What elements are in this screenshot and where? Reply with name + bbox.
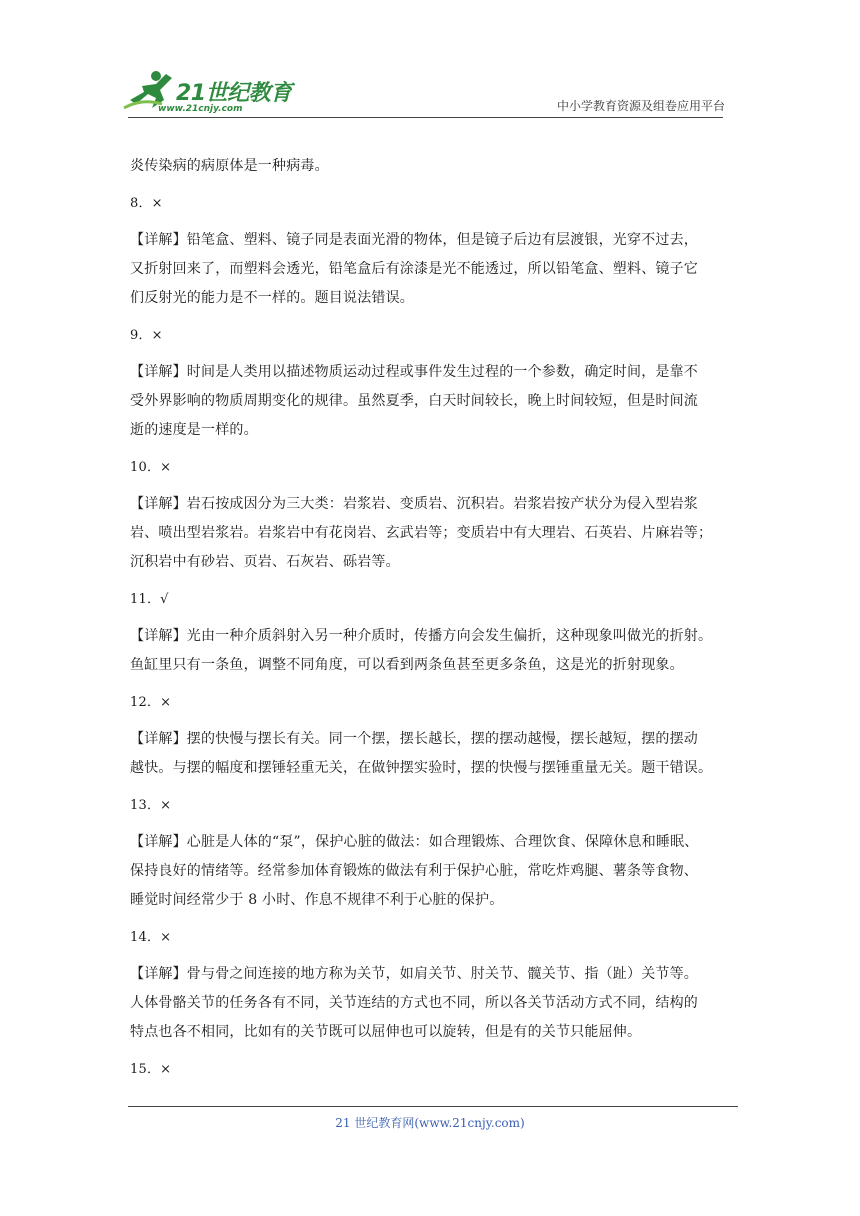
explanation-paragraph: [130, 358, 742, 445]
text-line: 特点也各不相同，比如有的关节既可以屈伸也可以旋转，但是有的关节只能屈伸。: [130, 1024, 642, 1040]
text-line: 保持良好的情绪等。经常参加体育锻炼的做法有利于保护心脏，常吃炸鸡腿、薯条等食物、: [130, 863, 698, 879]
logo-url: www.21cnjy.com: [158, 104, 243, 114]
text-line: 人体骨骼关节的任务各有不同，关节连结的方式也不同，所以各关节活动方式不同，结构的: [130, 995, 698, 1011]
explanation-paragraph: [130, 960, 742, 1047]
text-line: 又折射回来了，而塑料会透光，铅笔盒后有涂漆是光不能透过，所以铅笔盒、塑料、镜子它: [130, 261, 698, 277]
explanation-paragraph: [130, 226, 742, 313]
text-line: 炎传染病的病原体是一种病毒。: [130, 158, 329, 174]
answer-number: 12．×: [130, 695, 172, 710]
header-divider: [128, 117, 723, 118]
text-line: 【详解】骨与骨之间连接的地方称为关节，如肩关节、肘关节、髋关节、指（趾）关节等。: [130, 966, 698, 982]
text-line: 【详解】岩石按成因分为三大类：岩浆岩、变质岩、沉积岩。岩浆岩按产状分为侵入型岩浆: [130, 496, 698, 512]
answer-number: 14．×: [130, 930, 172, 945]
text-line: 逝的速度是一样的。: [130, 422, 258, 438]
answer-number: 10．×: [130, 460, 172, 475]
text-line: 受外界影响的物质周期变化的规律。虽然夏季，白天时间较长，晚上时间较短，但是时间流: [130, 393, 698, 409]
answer-number: 13．×: [130, 798, 172, 813]
explanation-paragraph: [130, 828, 742, 915]
text-line: 沉积岩中有砂岩、页岩、石灰岩、砾岩等。: [130, 554, 400, 570]
platform-label: 中小学教育资源及组卷应用平台: [556, 99, 725, 113]
text-line: 【详解】摆的快慢与摆长有关。同一个摆，摆长越长，摆的摆动越慢，摆长越短，摆的摆动: [130, 731, 698, 747]
text-line: 【详解】时间是人类用以描述物质运动过程或事件发生过程的一个参数，确定时间，是靠不: [130, 364, 698, 380]
answer-number: 11．√: [130, 592, 169, 607]
footer-divider: [128, 1106, 738, 1107]
answer-number: 8．×: [130, 196, 163, 211]
answer-number: 9．×: [130, 328, 163, 343]
footer-link[interactable]: 21 世纪教育网(www.21cnjy.com): [335, 1116, 525, 1130]
explanation-paragraph: [130, 152, 742, 181]
text-line: 们反射光的能力是不一样的。题目说法错误。: [130, 290, 414, 306]
explanation-paragraph: [130, 622, 742, 680]
text-line: 越快。与摆的幅度和摆锤轻重无关，在做钟摆实验时，摆的快慢与摆锤重量无关。题干错误。: [130, 760, 713, 776]
explanation-paragraph: [130, 725, 742, 783]
text-line: 睡觉时间经常少于 8 小时、作息不规律不利于心脏的保护。: [130, 892, 504, 908]
page-header: [0, 0, 860, 120]
explanation-paragraph: [130, 490, 742, 577]
logo-title: 21世纪教育: [176, 81, 292, 106]
answer-number: 15．×: [130, 1062, 172, 1077]
text-line: 【详解】铅笔盒、塑料、镜子同是表面光滑的物体，但是镜子后边有层渡银，光穿不过去，: [130, 232, 698, 248]
text-line: 【详解】心脏是人体的“泵”，保护心脏的做法：如合理锻炼、合理饮食、保障休息和睡眠、: [130, 834, 699, 850]
text-line: 岩、喷出型岩浆岩。岩浆岩中有花岗岩、玄武岩等；变质岩中有大理岩、石英岩、片麻岩等；: [130, 525, 713, 541]
text-line: 鱼缸里只有一条鱼，调整不同角度，可以看到两条鱼甚至更多条鱼，这是光的折射现象。: [130, 657, 684, 673]
answer-content: [130, 152, 742, 1092]
text-line: 【详解】光由一种介质斜射入另一种介质时，传播方向会发生偏折，这种现象叫做光的折射。: [130, 628, 713, 644]
